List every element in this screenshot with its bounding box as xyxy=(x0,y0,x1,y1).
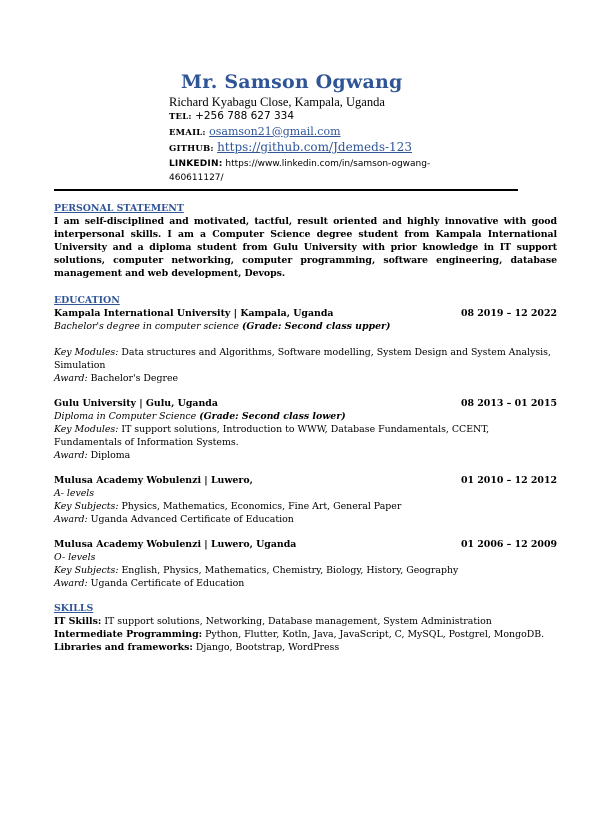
skill-item xyxy=(54,628,557,641)
candidate-name: Mr. Samson Ogwang xyxy=(181,71,403,93)
award-label: Award: xyxy=(54,578,88,589)
subjects: Physics, Mathematics, Economics, Fine Art, General Paper xyxy=(121,501,402,512)
award-line xyxy=(54,372,557,385)
personal-statement-text: I am self-disciplined and motivated, tactful, result oriented and highly innovative with good interpersonal skills. I am a Computer Science degree student from Kampala International University and a diploma student from Gulu University with prior knowledge in IT support solutions, computer networking, computer programming, software engineering, database management and web development, Devops. xyxy=(54,216,557,279)
skill-item xyxy=(54,641,557,654)
subjects-line xyxy=(54,564,557,577)
award-label: Award: xyxy=(54,514,88,525)
award: Diploma xyxy=(90,450,131,461)
institution: Gulu University | Gulu, Uganda xyxy=(54,398,218,409)
email-label: EMAIL: xyxy=(169,127,206,138)
github-line xyxy=(169,140,469,157)
qualification: A- levels xyxy=(54,488,95,499)
dates: 01 2010 – 12 2012 xyxy=(460,475,557,486)
linkedin-url[interactable]: https://www.linkedin.com/in/samson-ogwang- xyxy=(225,158,431,169)
personal-statement-heading: PERSONAL STATEMENT xyxy=(54,203,184,214)
grade: (Grade: Second class upper) xyxy=(241,321,391,332)
address: Richard Kyabagu Close, Kampala, Uganda xyxy=(169,95,385,109)
education-entry-header xyxy=(54,307,557,320)
education-entry-header xyxy=(54,538,557,551)
linkedin-line xyxy=(169,157,469,185)
qualification-line xyxy=(54,320,557,333)
dates: 08 2019 – 12 2022 xyxy=(460,308,557,319)
contact-header xyxy=(169,70,469,185)
qualification: Bachelor's degree in computer science xyxy=(54,321,239,332)
qualification: O- levels xyxy=(54,552,96,563)
modules-line xyxy=(54,423,557,449)
linkedin-label: LINKEDIN: xyxy=(169,158,223,169)
modules: IT support solutions, Introduction to WWW, Database Fundamentals, CCENT, Fundamentals of Information Systems. xyxy=(54,424,490,448)
tel-label: TEL: xyxy=(169,112,192,122)
skill-item xyxy=(54,615,557,628)
email-link[interactable]: osamson21@gmail.com xyxy=(209,124,341,138)
education-entry xyxy=(54,307,557,385)
award: Uganda Advanced Certificate of Education xyxy=(90,514,294,525)
modules: Data structures and Algorithms, Software modelling, System Design and System Analysis, Simulation xyxy=(54,347,551,371)
education-entry-header xyxy=(54,474,557,487)
award-label: Award: xyxy=(54,373,88,384)
education-entry xyxy=(54,474,557,526)
institution: Mulusa Academy Wobulenzi | Luwero, xyxy=(54,475,253,486)
grade: (Grade: Second class lower) xyxy=(199,411,346,422)
award-line xyxy=(54,513,557,526)
dates: 01 2006 – 12 2009 xyxy=(460,539,557,550)
award: Uganda Certificate of Education xyxy=(90,578,245,589)
tel-value: +256 788 627 334 xyxy=(195,110,295,122)
linkedin-url-cont[interactable]: 460611127/ xyxy=(169,172,224,183)
modules-label: Key Modules: xyxy=(54,424,119,435)
dates: 08 2013 – 01 2015 xyxy=(460,398,557,409)
award-line xyxy=(54,449,557,462)
skill-label: IT Skills: xyxy=(54,616,102,627)
subjects-line xyxy=(54,500,557,513)
skill-value: IT support solutions, Networking, Database management, System Administration xyxy=(104,616,492,627)
modules-label: Key Modules: xyxy=(54,347,119,358)
skill-value: Python, Flutter, Kotln, Java, JavaScript, C, MySQL, Postgrel, MongoDB. xyxy=(205,629,545,640)
education-entry xyxy=(54,538,557,590)
github-label: GITHUB: xyxy=(169,144,214,154)
institution: Kampala International University | Kampala, Uganda xyxy=(54,308,334,319)
award-label: Award: xyxy=(54,450,88,461)
education-entry-header xyxy=(54,397,557,410)
email-line xyxy=(169,125,469,141)
skill-label: Libraries and frameworks: xyxy=(54,642,193,653)
resume-body xyxy=(54,202,557,654)
github-link[interactable]: https://github.com/Jdemeds-123 xyxy=(217,140,412,154)
subjects-label: Key Subjects: xyxy=(54,501,119,512)
education-heading: EDUCATION xyxy=(54,295,120,306)
skill-value: Django, Bootstrap, WordPress xyxy=(195,642,340,653)
award-line xyxy=(54,577,557,590)
tel-line xyxy=(169,109,469,125)
subjects: English, Physics, Mathematics, Chemistry, Biology, History, Geography xyxy=(121,565,459,576)
skills-heading: SKILLS xyxy=(54,603,94,614)
skill-label: Intermediate Programming: xyxy=(54,629,203,640)
qualification-line xyxy=(54,410,557,423)
modules-line xyxy=(54,346,557,372)
qualification: Diploma in Computer Science xyxy=(54,411,197,422)
education-entry xyxy=(54,397,557,462)
award: Bachelor's Degree xyxy=(90,373,179,384)
institution: Mulusa Academy Wobulenzi | Luwero, Uganda xyxy=(54,539,297,550)
header-divider xyxy=(54,189,518,191)
subjects-label: Key Subjects: xyxy=(54,565,119,576)
